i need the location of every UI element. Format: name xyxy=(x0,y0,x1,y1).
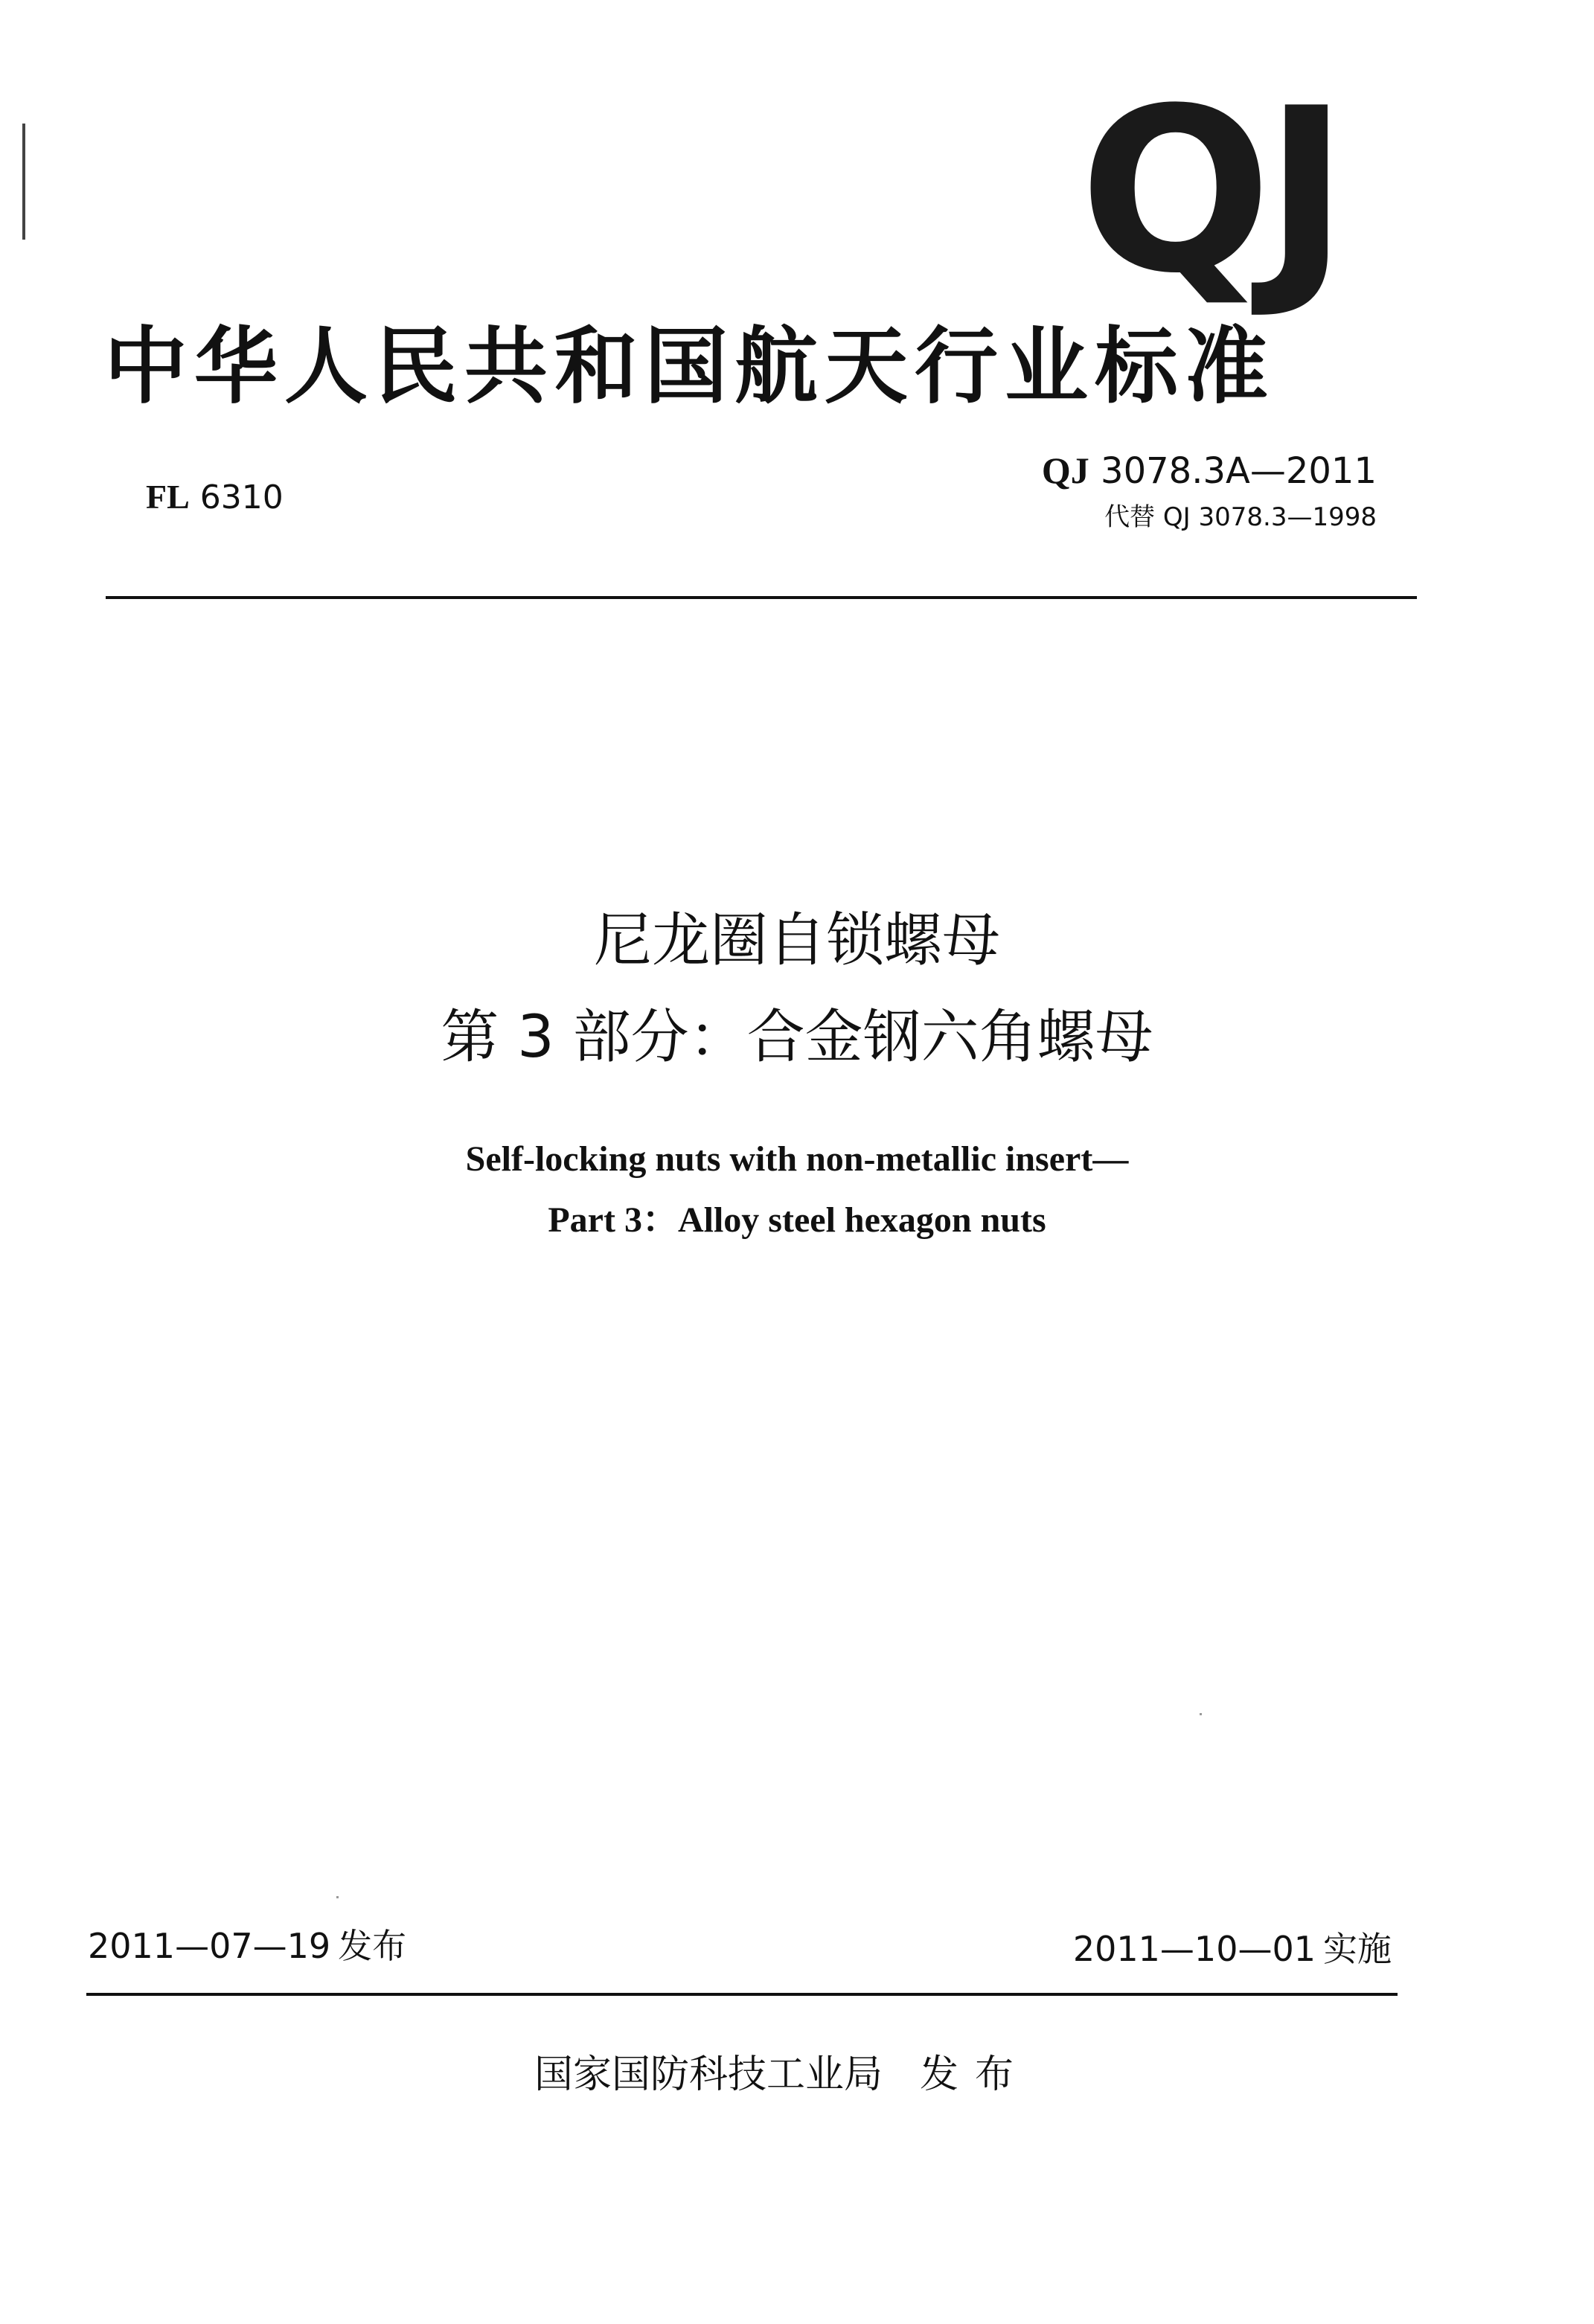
scan-speck xyxy=(336,1896,339,1898)
issue-date-label: 发布 xyxy=(338,1926,407,1966)
publisher xyxy=(534,2046,1030,2103)
scan-speck xyxy=(1200,1713,1202,1715)
title-cn-line1: 尼龙圈自锁螺母 xyxy=(593,907,1000,974)
publisher-action: 发布 xyxy=(920,2052,1031,2097)
title-en-line1: Self-locking nuts with non-metallic insert— xyxy=(465,1139,1129,1179)
publisher-name: 国家国防科技工业局 xyxy=(534,2052,883,2097)
standard-prefix: QJ xyxy=(1041,449,1089,491)
classification-code xyxy=(146,475,284,519)
issue-date-value: 2011—07—19 xyxy=(88,1926,331,1966)
standard-code: 3078.3A—2011 xyxy=(1101,450,1377,492)
standard-number xyxy=(1042,446,1377,494)
implementation-date-label: 实施 xyxy=(1323,1929,1392,1969)
replaces-standard: 代替 QJ 3078.3—1998 xyxy=(1104,502,1377,532)
implementation-date-value: 2011—10—01 xyxy=(1072,1929,1316,1969)
classification-number: 6310 xyxy=(199,478,284,516)
qj-logo: QJ xyxy=(1079,60,1341,323)
footer-divider xyxy=(86,1993,1398,1996)
implementation-date xyxy=(1073,1924,1392,1974)
title-en-line2: Part 3：Alloy steel hexagon nuts xyxy=(548,1200,1046,1240)
industry-standard-heading: 中华人民共和国航天行业标准 xyxy=(104,318,1275,415)
scan-margin-mark xyxy=(22,124,25,240)
title-cn-line2: 第 3 部分：合金钢六角螺母 xyxy=(441,1004,1153,1071)
classification-prefix: FL xyxy=(146,478,190,516)
header-divider xyxy=(106,596,1417,599)
issue-date xyxy=(88,1921,406,1971)
